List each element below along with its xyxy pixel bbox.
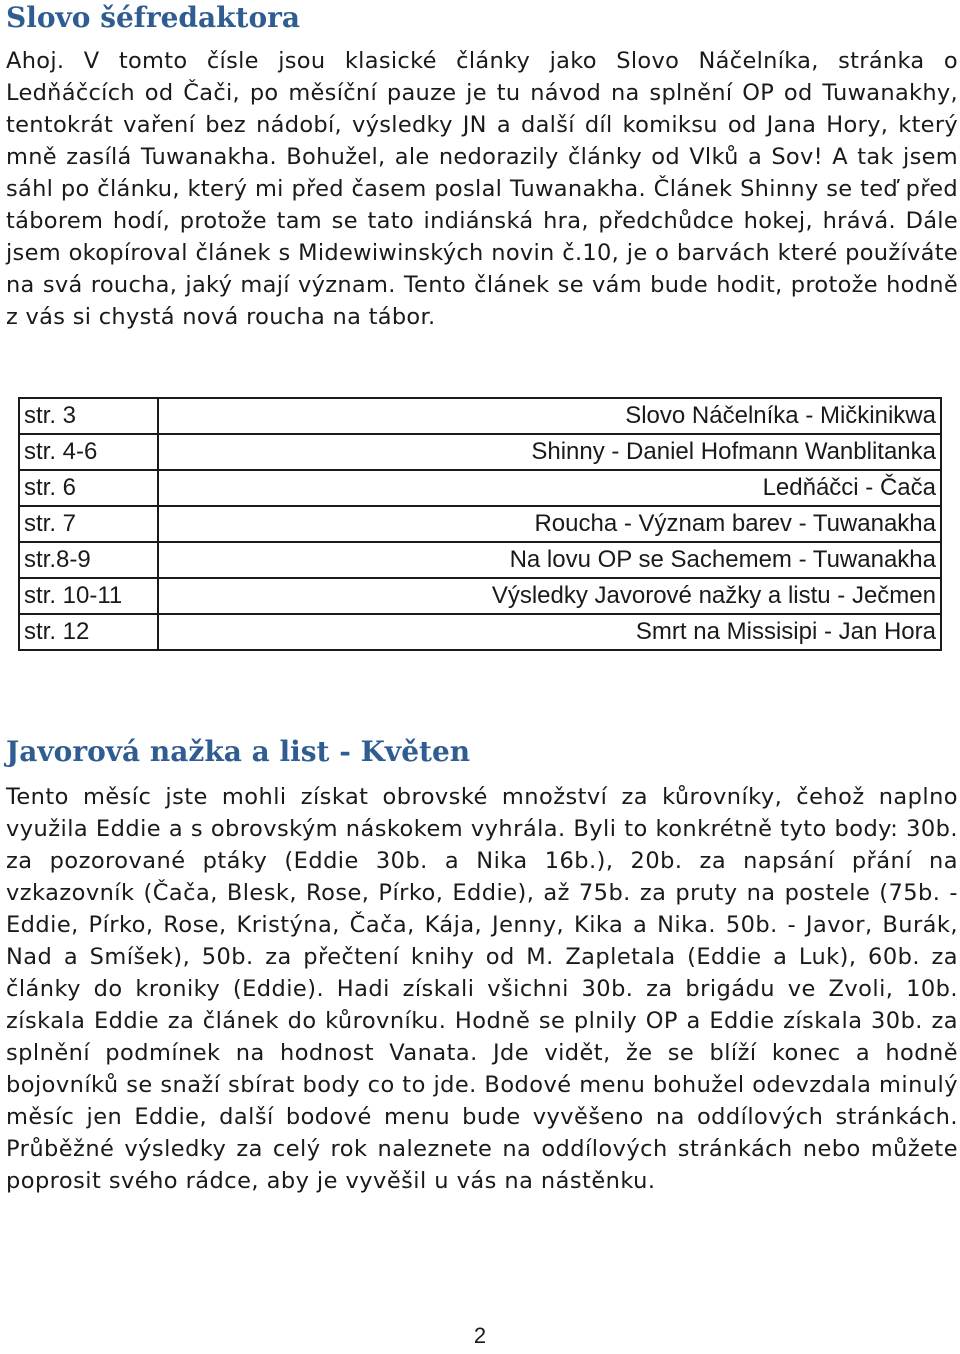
toc-page: str.8-9 bbox=[19, 542, 158, 578]
toc-page: str. 12 bbox=[19, 614, 158, 650]
toc-page: str. 6 bbox=[19, 470, 158, 506]
results-paragraph: Tento měsíc jste mohli získat obrovské množství za kůrovníky, čehož naplno využila Eddie a s obrovským náskokem vyhrála. Byli to konkrétně tyto body: 30b. za pozorované ptáky (Eddie 30b. a Nika 16b.), 20b. za napsání přání na vzkazovník (Čača, Blesk, Rose, Pírko, Eddie), až 75b. za pruty na postele (75b. - Eddie, Pírko, Rose, Kristýna, Čača, Kája, Jenny, Kika a Nika. 50b. - Javor, Burák, Nad a Smíšek), 50b. za přečtení knihy od M. Zapletala (Eddie a Luk), 60b. za články do kroniky (Eddie). Hadi získali všichni 30b. za brigádu ve Zvoli, 10b. získala Eddie za článek do kůrovníku. Hodně se plnily OP a Eddie získala 30b. za splnění podmínek na hodnost Vanata. Jde vidět, že se blíží konec a hodně bojovníků se snaží sbírat body co to jde. Bodové menu bohužel odevzdala minulý měsíc jen Eddie, další bodové menu bude vyvěšeno na oddílových stránkách. Průběžné výsledky za celý rok naleznete na oddílových stránkách nebo můžete poprosit svého rádce, aby je vyvěšil u vás na nástěnku. bbox=[6, 784, 958, 1194]
toc-title: Ledňáčci - Čača bbox=[158, 470, 941, 506]
toc-title: Shinny - Daniel Hofmann Wanblitanka bbox=[158, 434, 941, 470]
table-row bbox=[19, 542, 941, 578]
toc-page: str. 3 bbox=[19, 398, 158, 434]
toc-page: str. 7 bbox=[19, 506, 158, 542]
toc-title: Slovo Náčelníka - Mičkinikwa bbox=[158, 398, 941, 434]
table-row bbox=[19, 470, 941, 506]
table-row bbox=[19, 398, 941, 434]
toc-title: Výsledky Javorové nažky a listu - Ječmen bbox=[158, 578, 941, 614]
toc-title: Roucha - Význam barev - Tuwanakha bbox=[158, 506, 941, 542]
table-row bbox=[19, 434, 941, 470]
toc-title: Na lovu OP se Sachemem - Tuwanakha bbox=[158, 542, 941, 578]
page-number: 2 bbox=[473, 1323, 487, 1348]
table-row bbox=[19, 614, 941, 650]
contents-table bbox=[18, 397, 942, 651]
editor-paragraph: Ahoj. V tomto čísle jsou klasické články jako Slovo Náčelníka, stránka o Ledňáčcích od Čači, po měsíční pauze je tu návod na splnění OP od Tuwanakhy, tentokrát vaření bez nádobí, výsledky JN a další díl komiksu od Jana Hory, který mně zasílá Tuwanakha. Bohužel, ale nedorazily články od Vlků a Sov! A tak jsem sáhl po článku, který mi před časem poslal Tuwanakha. Článek Shinny se teď před táborem hodí, protože tam se tato indiánská hra, předchůdce hokej, hrává. Dále jsem okopíroval článek s Midewiwinských novin č.10, je o barvách které používáte na svá roucha, jaký mají význam. Tento článek se vám bude hodit, protože hodně z vás si chystá nová roucha na tábor. bbox=[6, 48, 958, 330]
table-row bbox=[19, 578, 941, 614]
toc-page: str. 10-11 bbox=[19, 578, 158, 614]
results-heading: Javorová nažka a list - Květen bbox=[6, 735, 471, 768]
toc-page: str. 4-6 bbox=[19, 434, 158, 470]
table-row bbox=[19, 506, 941, 542]
toc-title: Smrt na Missisipi - Jan Hora bbox=[158, 614, 941, 650]
editor-heading: Slovo šéfredaktora bbox=[6, 1, 301, 34]
